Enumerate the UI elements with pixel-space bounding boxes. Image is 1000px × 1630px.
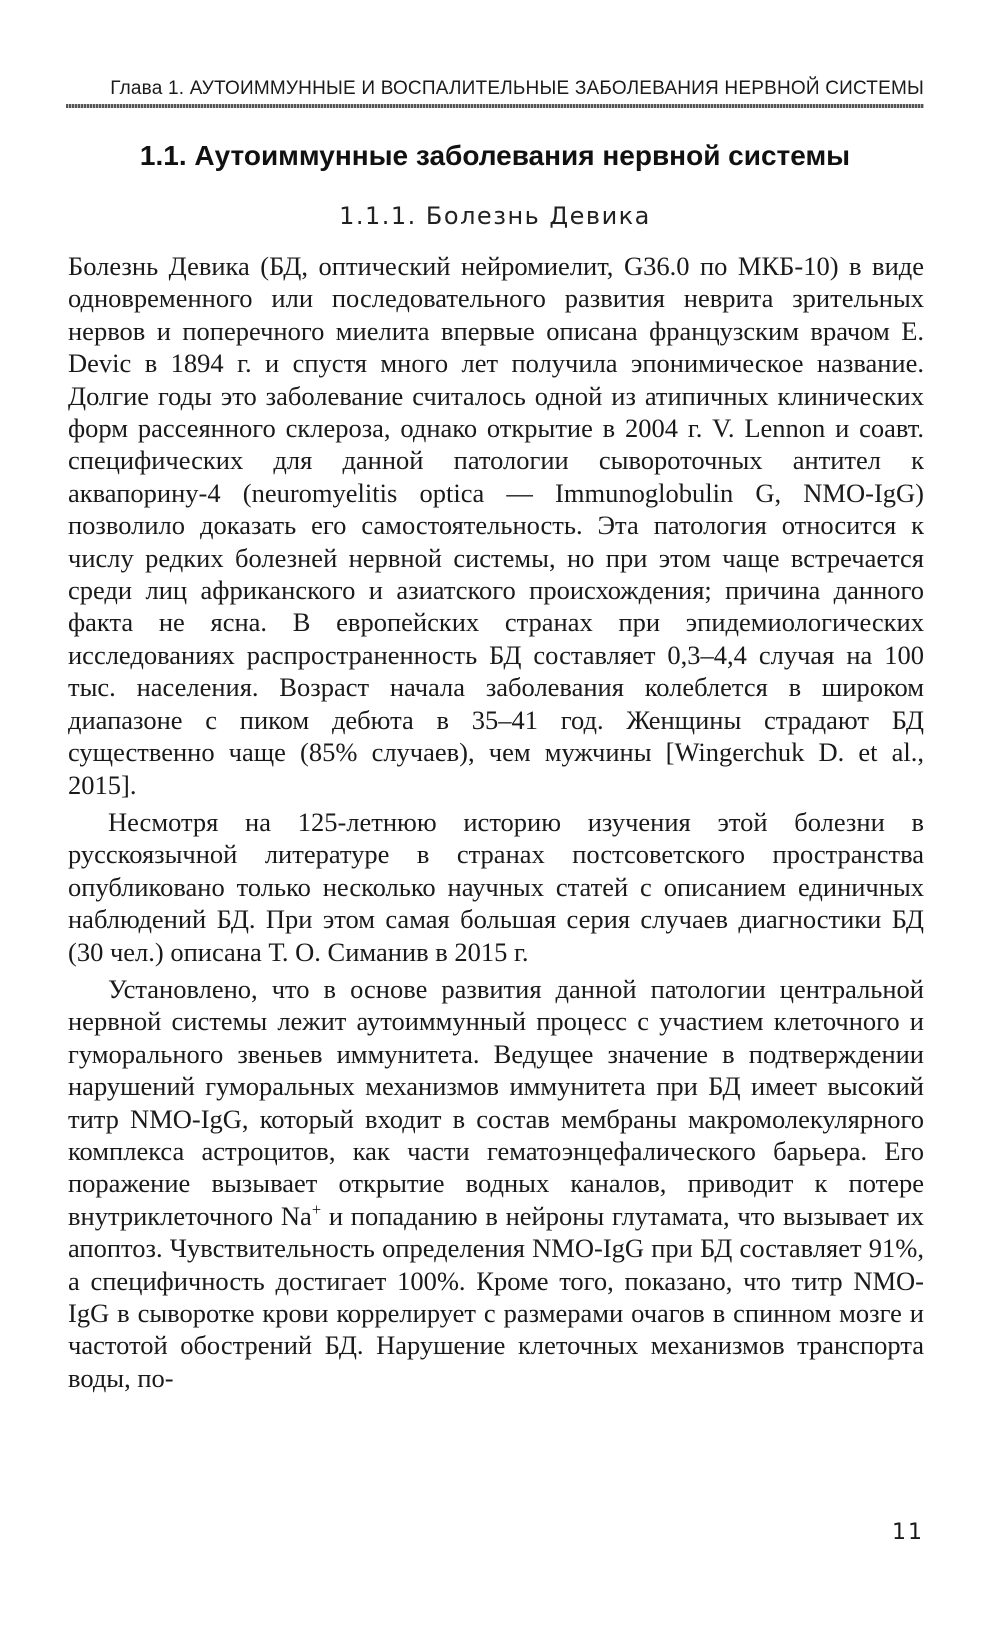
subsection-title: 1.1.1. Болезнь Девика [339, 202, 651, 230]
header-rule [66, 104, 924, 108]
section-title: 1.1. Аутоиммунные заболевания нервной системы [139, 140, 851, 171]
running-head: Глава 1. АУТОИММУННЫЕ И ВОСПАЛИТЕЛЬНЫЕ ЗАБОЛЕВАНИЯ НЕРВНОЙ СИСТЕМЫ [110, 78, 924, 99]
superscript-plus: + [311, 1199, 322, 1219]
paragraph-3-part-1: Установлено, что в основе развития данной патологии центральной нервной системы лежит аутоиммунный процесс с участием клеточного и гуморального звеньев иммунитета. Ведущее значение в подтверждении нарушений гуморальных механизмов иммунитета при БД имеет высокий титр NMO-IgG, который входит в состав мембраны макромолекулярного комплекса астроцитов, как части гематоэнцефалического барьера. Его поражение вызывает открытие водных каналов, приводит к потере внутриклеточного Na [68, 973, 924, 1231]
page-number: 11 [892, 1520, 924, 1545]
paragraph-2: Несмотря на 125-летнюю историю изучения этой болезни в русскоязычной литературе в странах постсоветского пространства опубликовано только несколько научных статей с описанием единичных наблюдений БД. При этом самая большая серия случаев диагностики БД (30 чел.) описана Т. О. Симанив в 2015 г. [68, 806, 924, 967]
body-text [68, 250, 924, 1399]
paragraph-1: Болезнь Девика (БД, оптический нейромиелит, G36.0 по МКБ-10) в виде одновременного или последовательного развития неврита зрительных нервов и поперечного миелита впервые описана французским врачом E. Devic в 1894 г. и спустя много лет получила эпонимическое название. Долгие годы это заболевание считалось одной из атипичных клинических форм рассеянного склероза, однако открытие в 2004 г. V. Lennon и соавт. специфических для данной патологии сывороточных антител к аквапорину-4 (neuromyelitis optica — Immunoglobulin G, NMO-IgG) позволило доказать его самостоятельность. Эта патология относится к числу редких болезней нервной системы, но при этом чаще встречается среди лиц африканского и азиатского происхождения; причина данного факта не ясна. В европейских странах при эпидемиологических исследованиях распространенность БД составляет 0,3–4,4 случая на 100 тыс. населения. Возраст начала заболевания колеблется в широком диапазоне с пиком дебюта в 35–41 год. Женщины страдают БД существенно чаще (85% случаев), чем мужчины [Wingerchuk D. et al., 2015]. [68, 251, 924, 800]
paragraph-3 [68, 973, 924, 1394]
paragraph-3-part-2: и попаданию в нейроны глутамата, что вызывает их апоптоз. Чувствительность определения NMO-IgG при БД составляет 91%, а специфичность достигает 100%. Кроме того, показано, что титр NMO-IgG в сыворотке крови коррелирует с размерами очагов в спинном мозге и частотой обострений БД. Нарушение клеточных механизмов транспорта воды, по- [68, 1200, 924, 1393]
